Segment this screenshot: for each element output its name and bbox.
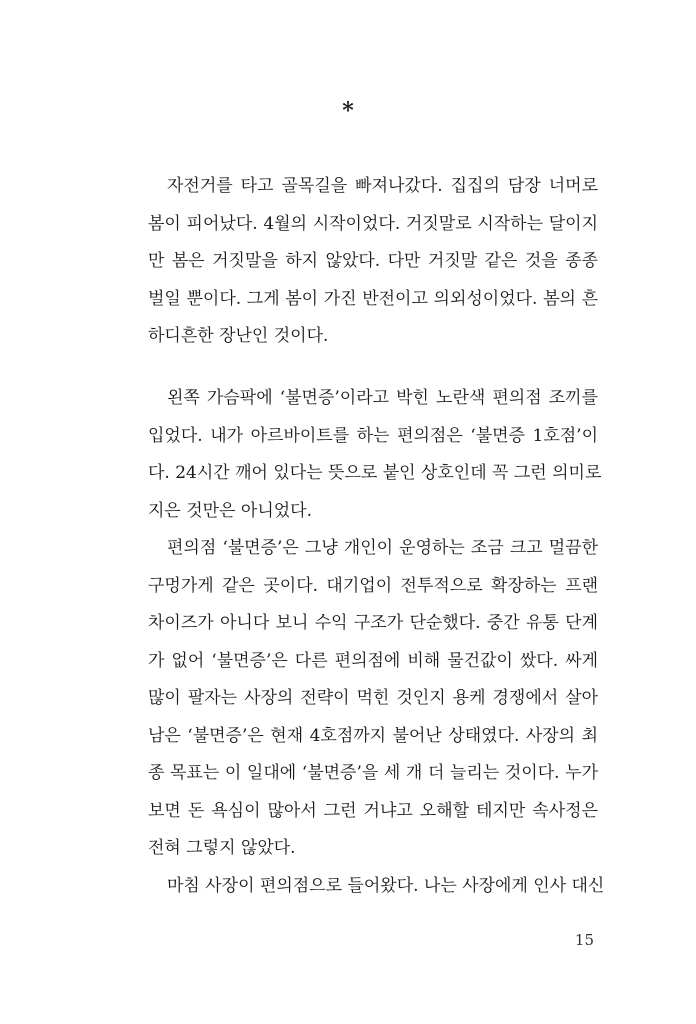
text-line: 하디흔한 장난인 것이다. <box>148 326 329 346</box>
text-line: 편의점 ‘불면증’은 그냥 개인이 운영하는 조금 크고 멀끔한 <box>167 538 598 558</box>
text-line: 종 목표는 이 일대에 ‘불면증’을 세 개 더 늘리는 것이다. 누가 <box>148 763 598 783</box>
text-line: 마침 사장이 편의점으로 들어왔다. 나는 사장에게 인사 대신 <box>167 875 605 896</box>
text-line: 입었다. 내가 아르바이트를 하는 편의점은 ‘불면증 1호점’이 <box>148 425 598 446</box>
text-block-2 <box>148 380 605 905</box>
text-line: 남은 ‘불면증’은 현재 4호점까지 불어난 상태였다. 사장의 최 <box>148 725 598 746</box>
text-line: 전혀 그렇지 않았다. <box>148 838 296 858</box>
text-line: 차이즈가 아니다 보니 수익 구조가 단순했다. 중간 유통 단계 <box>148 613 598 633</box>
section-divider: * <box>342 98 354 124</box>
text-line: 많이 팔자는 사장의 전략이 먹힌 것인지 용케 경쟁에서 살아 <box>148 688 598 708</box>
text-line: 만 봄은 거짓말을 하지 않았다. 다만 거짓말 같은 것을 종종 <box>148 251 598 271</box>
text-line: 봄이 피어났다. 4월의 시작이었다. 거짓말로 시작하는 달이지 <box>148 213 598 234</box>
text-line: 지은 것만은 아니었다. <box>148 500 313 521</box>
text-line: 보면 돈 욕심이 많아서 그런 거냐고 오해할 테지만 속사정은 <box>148 800 598 821</box>
text-line: 벌일 뿐이다. 그게 봄이 가진 반전이고 의외성이었다. 봄의 흔 <box>148 288 598 309</box>
page-number: 15 <box>574 931 594 949</box>
text-line: 다. 24시간 깨어 있다는 뜻으로 붙인 상호인데 꼭 그런 의미로 <box>148 463 602 483</box>
text-line: 왼쪽 가슴팍에 ‘불면증’이라고 박힌 노란색 편의점 조끼를 <box>167 388 598 408</box>
text-line: 자전거를 타고 골목길을 빠져나갔다. 집집의 담장 너머로 <box>167 176 598 196</box>
text-line: 구멍가게 같은 곳이다. 대기업이 전투적으로 확장하는 프랜 <box>148 575 598 596</box>
text-block-1 <box>148 168 598 356</box>
text-line: 가 없어 ‘불면증’은 다른 편의점에 비해 물건값이 쌌다. 싸게 <box>148 650 598 671</box>
